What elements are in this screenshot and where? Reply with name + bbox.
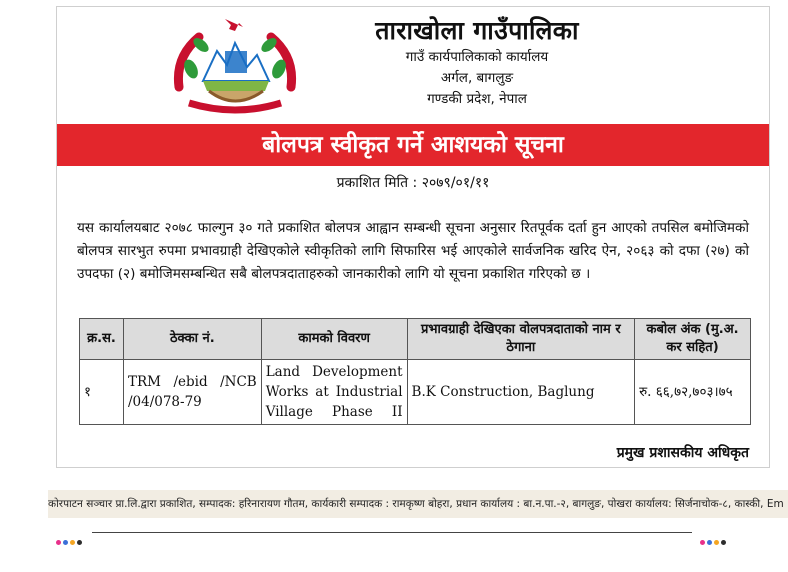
dot-orange [714, 540, 719, 545]
notice-card [56, 6, 770, 468]
publisher-footer: कोरपाटन सञ्चार प्रा.लि.द्वारा प्रकाशित, सम्पादक: हरिनारायण गौतम, कार्यकारी सम्पादक : रामकृष्ण बोहरा, प्रधान कार्यालय : बा.न.पा.-२, बागलुङ, पोखरा कार्यालय: सिर्जनाचोक-८, कास्की, Em [48, 490, 788, 518]
cell-bid-amount: रु. ६६,७२,७०३।७५ [635, 360, 751, 425]
office-province: गण्डकी प्रदेश, नेपाल [427, 91, 527, 107]
municipality-name: ताराखोला गाउँपालिका [375, 16, 579, 45]
table-header-row [80, 319, 751, 360]
office-name: गाउँ कार्यपालिकाको कार्यालय [405, 49, 549, 65]
office-header [267, 15, 687, 110]
dot-dark [721, 540, 726, 545]
dot-pink [700, 540, 705, 545]
cell-work-description: Land Development Works at Industrial Village Phase II [261, 360, 407, 425]
notice-title: बोलपत्र स्वीकृत गर्ने आशयको सूचना [57, 124, 769, 166]
dot-orange [70, 540, 75, 545]
notice-body: यस कार्यालयबाट २०७८ फाल्गुन ३० गते प्रकाशित बोलपत्र आह्वान सम्बन्धी सूचना अनुसार रितपूर्वक दर्ता हुन आएको तपसिल बमोजिमको बोलपत्र सारभुत रुपमा प्रभावग्राही देखिएकोले स्वीकृतिको लागि सिफारिस भई आएकोले सार्वजनिक खरिद ऐन, २०६३ को दफा (२७) को उपदफा (२) बमोजिमसम्बन्धित सबै बोलपत्रदाताहरुको जानकारीको लागि यो सूचना प्रकाशित गरिएको छ । [77, 220, 749, 282]
cell-contract-no: TRM /ebid /NCB /04/078-79 [123, 360, 261, 425]
published-date: प्रकाशित मिति : २०७९/०१/११ [336, 175, 490, 191]
cell-bidder: B.K Construction, Baglung [407, 360, 635, 425]
dot-pink [56, 540, 61, 545]
table-row [80, 360, 751, 425]
footer-rule [92, 532, 692, 533]
col-contract-no: ठेक्का नं. [123, 319, 261, 360]
col-serial: क्र.स. [80, 319, 124, 360]
dots-left [56, 530, 84, 536]
dot-blue [63, 540, 68, 545]
bid-table [79, 318, 751, 425]
signature: प्रमुख प्रशासकीय अधिकृत [616, 445, 749, 461]
dot-dark [77, 540, 82, 545]
col-bid-amount: कबोल अंक (मु.अ. कर सहित) [635, 319, 751, 360]
dot-blue [707, 540, 712, 545]
col-bidder: प्रभावग्राही देखिएका वोलपत्रदाताको नाम र ठेगाना [407, 319, 635, 360]
cell-serial: १ [80, 360, 124, 425]
dots-right [700, 530, 728, 536]
office-address: अर्गल, बागलुङ [440, 70, 514, 86]
col-work-description: कामको विवरण [261, 319, 407, 360]
